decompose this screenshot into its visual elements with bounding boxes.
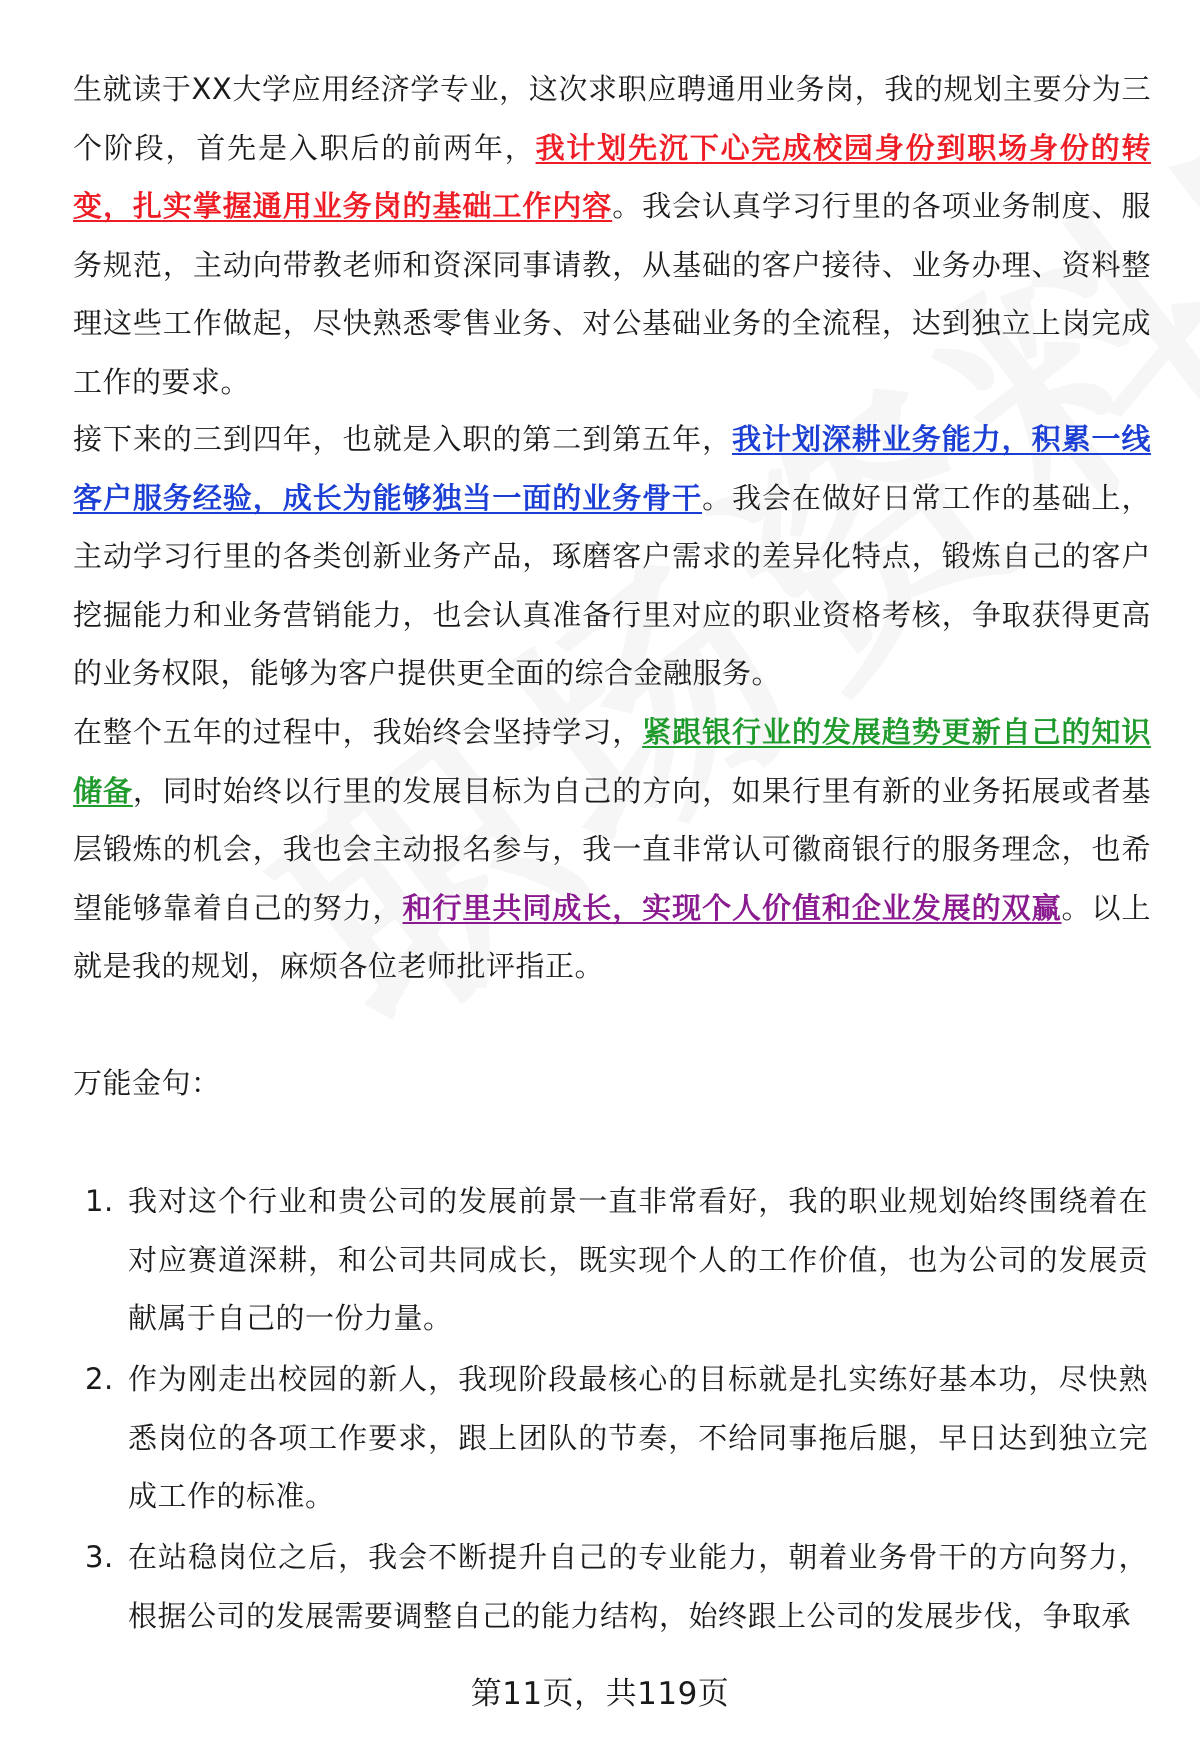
list-text: 我对这个行业和贵公司的发展前景一直非常看好，我的职业规划始终围绕着在对应赛道深耕，和公司共同成长，既实现个人的工作价值，也为公司的发展贡献属于自己的一份力量。 xyxy=(128,1184,1148,1335)
highlight-purple: 和行里共同成长，实现个人价值和企业发展的双赢 xyxy=(402,890,1062,925)
paragraph-five-years xyxy=(73,703,1151,996)
highlight-blue: 我计划深耕业务能力，积累一线客户服务经验，成长为能够独当一面的业务骨干 xyxy=(73,422,1151,515)
page-number: 第11页，共119页 xyxy=(470,1676,730,1712)
list-number: 1. xyxy=(85,1184,114,1218)
highlight-green: 紧跟银行业的发展趋势更新自己的知识储备 xyxy=(73,715,1151,808)
paragraph-text: 在整个五年的过程中，我始终会坚持学习， xyxy=(73,715,643,749)
paragraph-text: 。以上就是我的规划，麻烦各位老师批评指正。 xyxy=(73,890,1151,983)
list-number: 3. xyxy=(85,1540,114,1574)
paragraph-text: 。我会认真学习行里的各项业务制度、服务规范，主动向带教老师和资深同事请教，从基础的客户接待、业务办理、资料整理这些工作做起，尽快熟悉零售业务、对公基础业务的全流程，达到独立上岗完成工作的要求。 xyxy=(73,189,1151,399)
paragraph-text: 接下来的三到四年，也就是入职的第二到第五年， xyxy=(73,422,733,456)
paragraph-text: 生就读于XX大学应用经济学专业，这次求职应聘通用业务岗，我的规划主要分为三个阶段，首先是入职后的前两年， xyxy=(73,72,1151,165)
paragraph-text: 。我会在做好日常工作的基础上，主动学习行里的各类创新业务产品，琢磨客户需求的差异化特点，锻炼自己的客户挖掘能力和业务营销能力，也会认真准备行里对应的职业资格考核，争取获得更高的业务权限，能够为客户提供更全面的综合金融服务。 xyxy=(73,480,1151,690)
highlight-red: 我计划先沉下心完成校园身份到职场身份的转变，扎实掌握通用业务岗的基础工作内容 xyxy=(73,130,1151,223)
list-number: 2. xyxy=(85,1362,114,1396)
paragraph-text: ，同时始终以行里的发展目标为自己的方向，如果行里有新的业务拓展或者基层锻炼的机会，我也会主动报名参与，我一直非常认可徽商银行的服务理念，也希望能够靠着自己的努力， xyxy=(73,773,1151,925)
list-text: 在站稳岗位之后，我会不断提升自己的专业能力，朝着业务骨干的方向努力，根据公司的发展需要调整自己的能力结构，始终跟上公司的发展步伐，争取承 xyxy=(128,1540,1148,1633)
paragraph-stage-one xyxy=(73,60,1151,411)
golden-sentences-title: 万能金句： xyxy=(73,1066,221,1100)
list-text: 作为刚走出校园的新人，我现阶段最核心的目标就是扎实练好基本功，尽快熟悉岗位的各项工作要求，跟上团队的节奏，不给同事拖后腿，早日达到独立完成工作的标准。 xyxy=(128,1362,1148,1513)
paragraph-stage-two xyxy=(73,410,1151,703)
